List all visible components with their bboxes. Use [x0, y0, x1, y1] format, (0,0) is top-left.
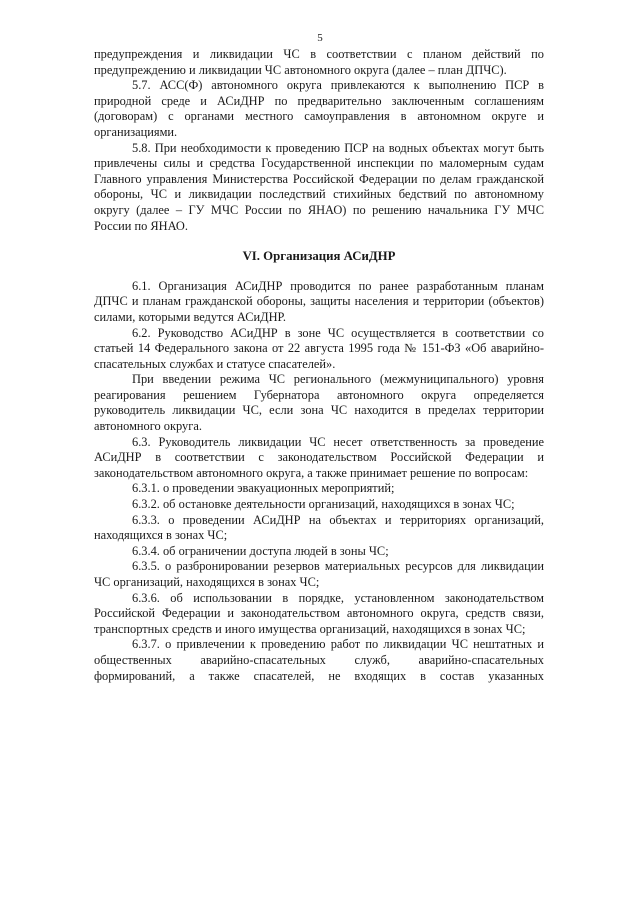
document-body: [94, 47, 544, 684]
paragraph-5-8: 5.8. При необходимости к проведению ПСР на водных объектах могут быть привлечены силы и средства Государственной инспекции по маломерным судам Главного управления Министерства Российской Федерации по делам гражданской обороны, ЧС и ликвидации последствий стихийных бедствий по автономному округу (далее – ГУ МЧС России по ЯНАО) по решению начальника ГУ МЧС России по ЯНАО.: [94, 140, 544, 233]
list-item-6-3-7: 6.3.7. о привлечении к проведению работ по ликвидации ЧС нештатных и общественных аварийно-спасательных служб, аварийно-спасательных формирований, а также спасателей, не входящих в состав указанных: [94, 637, 544, 683]
list-item-6-3-6: 6.3.6. об использовании в порядке, установленном законодательством Российской Федерации и законодательством автономного округа, средств связи, транспортных средств и иного имущества организаций, находящихся в зонах ЧС;: [94, 590, 544, 636]
section-heading: VI. Организация АСиДНР: [242, 249, 396, 264]
list-item-6-3-4: 6.3.4. об ограничении доступа людей в зоны ЧС;: [132, 543, 389, 558]
paragraph-5-7: 5.7. АСС(Ф) автономного округа привлекаются к выполнению ПСР в природной среде и АСиДНР по предварительно заключенным соглашениям (договорам) с органами местного самоуправления в автономном округе и организациями.: [94, 78, 544, 139]
list-item-6-3-3: 6.3.3. о проведении АСиДНР на объектах и территориях организаций, находящихся в зонах ЧС;: [94, 512, 544, 543]
paragraph-6-1: 6.1. Организация АСиДНР проводится по ранее разработанным планам ДПЧС и планам гражданской обороны, защиты населения и территории (объектов) силами, которыми ведутся АСиДНР.: [94, 278, 544, 324]
list-item-6-3-5: 6.3.5. о разбронировании резервов материальных ресурсов для ликвидации ЧС организаций, находящихся в зонах ЧС;: [94, 559, 544, 589]
page-number: 5: [317, 32, 323, 44]
paragraph-6-3: 6.3. Руководитель ликвидации ЧС несет ответственность за проведение АСиДНР в соответствии с законодательством Российской Федерации и законодательством автономного округа, а также принимает решение по вопросам:: [94, 434, 544, 480]
list-item-6-3-1: 6.3.1. о проведении эвакуационных мероприятий;: [132, 481, 395, 496]
paragraph-continuation: предупреждения и ликвидации ЧС в соответствии с планом действий по предупреждению и ликвидации ЧС автономного округа (далее – план ДПЧС).: [94, 47, 544, 77]
list-item-6-3-2: 6.3.2. об остановке деятельности организаций, находящихся в зонах ЧС;: [132, 497, 515, 512]
paragraph-6-2: 6.2. Руководство АСиДНР в зоне ЧС осуществляется в соответствии со статьей 14 Федерального закона от 22 августа 1995 года № 151-ФЗ «Об аварийно-спасательных службах и статусе спасателей».: [94, 325, 544, 371]
paragraph-emergency-regime: При введении режима ЧС регионального (межмуниципального) уровня реагирования решением Губернатора автономного округа определяется руководитель ликвидации ЧС, если зона ЧС находится в пределах территории автономного округа.: [94, 372, 544, 434]
